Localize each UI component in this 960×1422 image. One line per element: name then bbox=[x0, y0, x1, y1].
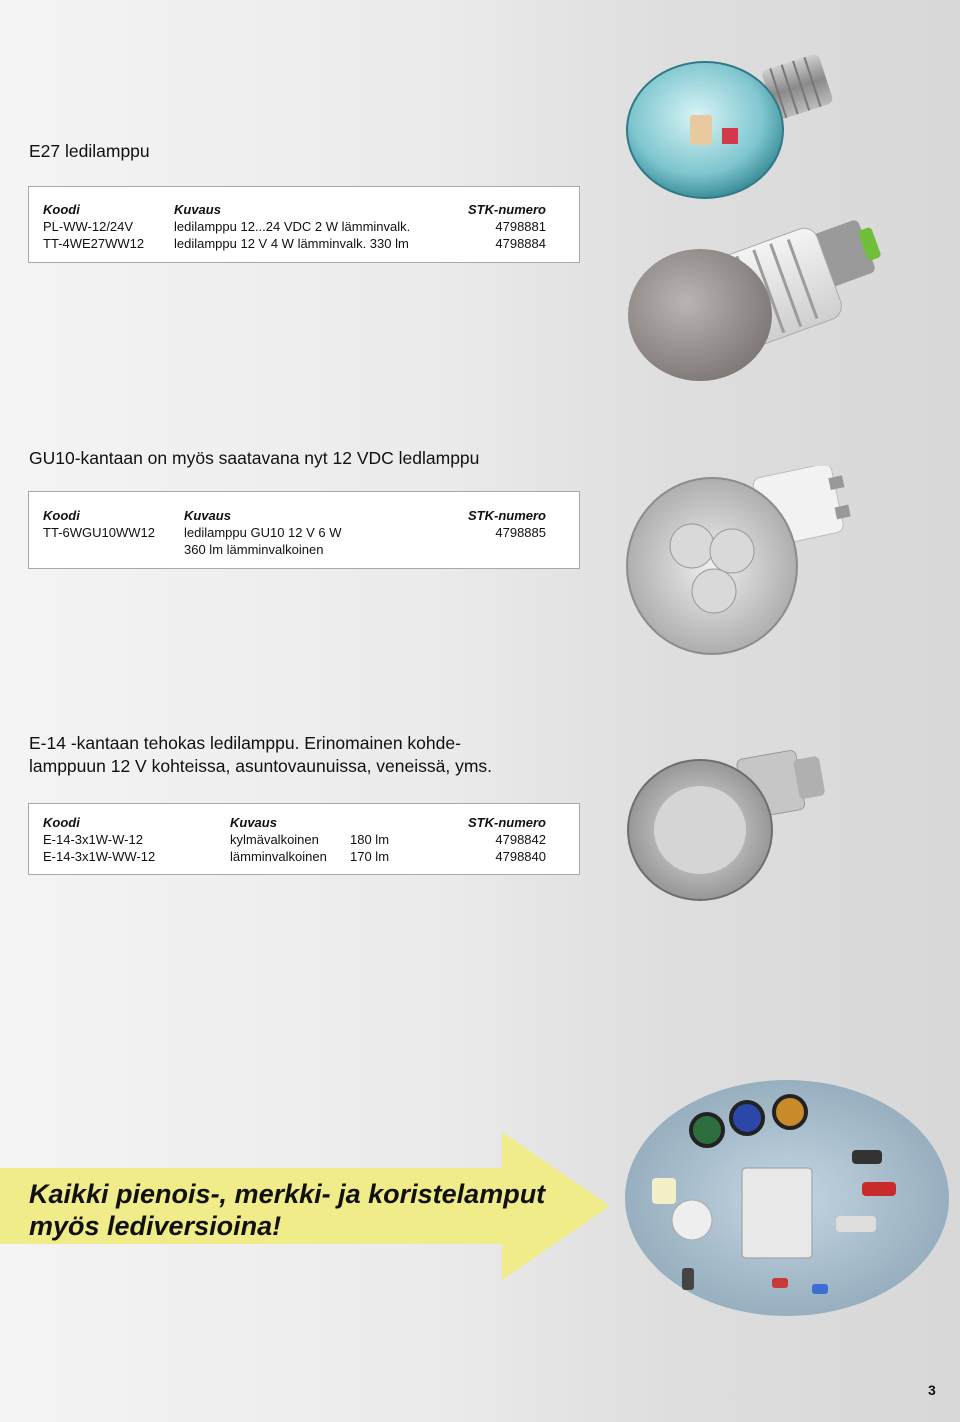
row-stk: 4798884 bbox=[495, 236, 546, 251]
row-desc: ledilamppu 12...24 VDC 2 W lämminvalk. bbox=[174, 219, 411, 234]
e14-spot-image bbox=[622, 742, 842, 902]
e14-heading-line2: lamppuun 12 V kohteissa, asuntovaunuissa, veneissä, yms. bbox=[29, 756, 493, 776]
table-row bbox=[29, 524, 579, 541]
row-code: TT-4WE27WW12 bbox=[43, 236, 145, 251]
header-stk: STK-numero bbox=[468, 815, 546, 830]
row-stk: 4798881 bbox=[495, 219, 546, 234]
miniature-lamps-collage-image bbox=[622, 1078, 952, 1318]
header-code: Koodi bbox=[43, 202, 80, 217]
row-desc: kylmävalkoinen bbox=[230, 832, 319, 847]
table-header-row bbox=[29, 814, 579, 831]
table-row-continuation bbox=[29, 541, 579, 558]
table-row bbox=[29, 235, 579, 252]
e27-heading: E27 ledilamppu bbox=[29, 141, 150, 161]
row-stk: 4798885 bbox=[495, 525, 546, 540]
header-code: Koodi bbox=[43, 508, 80, 523]
row-desc: lämminvalkoinen bbox=[230, 849, 327, 864]
row-desc-line2: 360 lm lämminvalkoinen bbox=[184, 542, 324, 557]
header-desc: Kuvaus bbox=[230, 815, 277, 830]
e27-table bbox=[28, 186, 580, 263]
header-code: Koodi bbox=[43, 815, 80, 830]
gu10-heading: GU10-kantaan on myös saatavana nyt 12 VDC ledlamppu bbox=[29, 448, 480, 468]
table-header-row bbox=[29, 507, 579, 524]
e27-frosted-bulb-image bbox=[622, 205, 892, 385]
row-code: E-14-3x1W-WW-12 bbox=[43, 849, 156, 864]
header-stk: STK-numero bbox=[468, 202, 546, 217]
table-row bbox=[29, 848, 579, 865]
header-stk: STK-numero bbox=[468, 508, 546, 523]
header-desc: Kuvaus bbox=[174, 202, 221, 217]
table-row bbox=[29, 831, 579, 848]
row-code: PL-WW-12/24V bbox=[43, 219, 134, 234]
row-code: TT-6WGU10WW12 bbox=[43, 525, 155, 540]
e14-table bbox=[28, 803, 580, 875]
e14-heading-line1: E-14 -kantaan tehokas ledilamppu. Erinomainen kohde- bbox=[29, 733, 461, 753]
banner-text bbox=[29, 1178, 545, 1242]
row-stk: 4798840 bbox=[495, 849, 546, 864]
page-number: 3 bbox=[928, 1382, 936, 1398]
row-stk: 4798842 bbox=[495, 832, 546, 847]
gu10-table bbox=[28, 491, 580, 569]
e27-clear-bulb-image bbox=[620, 40, 850, 200]
banner-line-2: myös lediversioina! bbox=[29, 1211, 282, 1241]
row-lumens: 180 lm bbox=[350, 832, 390, 847]
header-desc: Kuvaus bbox=[184, 508, 231, 523]
row-lumens: 170 lm bbox=[350, 849, 390, 864]
table-header-row bbox=[29, 201, 579, 218]
row-desc: ledilamppu 12 V 4 W lämminvalk. 330 lm bbox=[174, 236, 409, 251]
row-code: E-14-3x1W-W-12 bbox=[43, 832, 143, 847]
gu10-spot-image bbox=[622, 466, 862, 656]
table-row bbox=[29, 218, 579, 235]
banner-line-1: Kaikki pienois-, merkki- ja koristelamput bbox=[29, 1179, 546, 1209]
row-desc: ledilamppu GU10 12 V 6 W bbox=[184, 525, 342, 540]
